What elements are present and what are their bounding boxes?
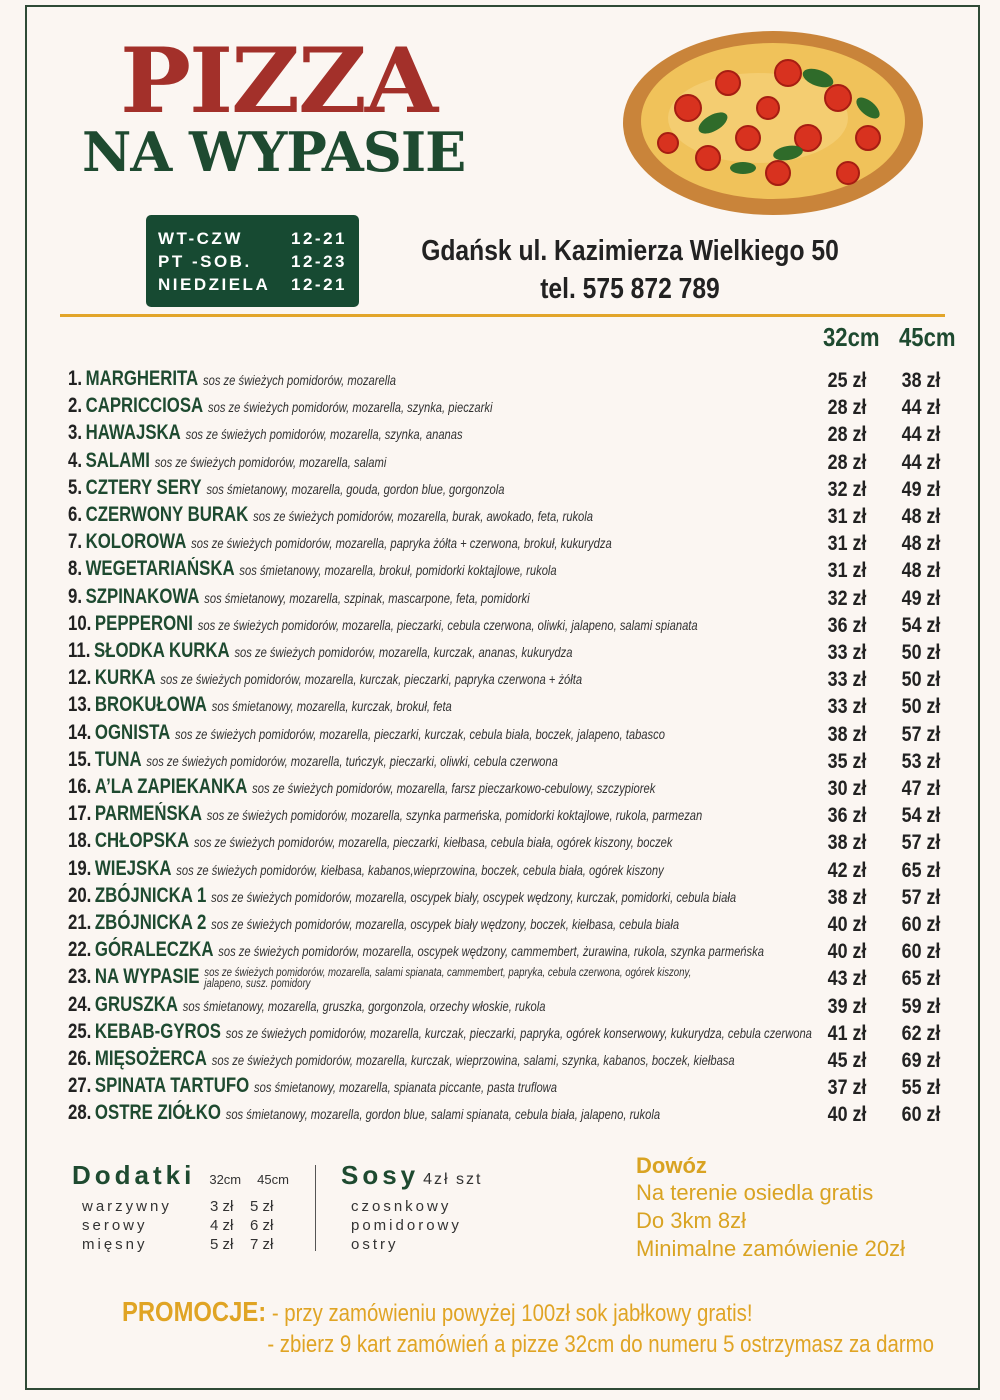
pizza-description: sos śmietanowy, mozarella, gouda, gordon blue, gorgonzola [206, 480, 505, 497]
pizza-description: sos ze świeżych pomidorów, kiełbasa, kabanos,wieprzowina, boczek, cebula biała, ogórek kiszony [176, 861, 664, 878]
price-45: 48 zł [901, 532, 941, 556]
pizza-description: sos ze świeżych pomidorów, mozarella, salami [154, 453, 387, 470]
extras-title: Dodatki [72, 1160, 196, 1190]
pizza-name: SŁODKA KURKA [94, 639, 230, 662]
price-32: 43 zł [827, 967, 867, 991]
menu-item [68, 585, 968, 612]
pizza-number: 16. [68, 775, 92, 798]
extra-price-45: 6 zł [250, 1217, 274, 1234]
pizza-name: ZBÓJNICKA 2 [94, 911, 207, 934]
pizza-description: sos ze świeżych pomidorów, mozarella, kurczak, pieczarki, papryka czerwona + żółta [160, 671, 583, 688]
opening-hours [146, 215, 359, 307]
hours-time: 12-23 [291, 252, 347, 271]
menu-item [68, 503, 968, 530]
pizza-description: sos śmietanowy, mozarella, gruszka, gorgonzola, orzechy włoskie, rukola [182, 997, 546, 1014]
pizza-name: PARMEŃSKA [94, 802, 202, 826]
menu-item [68, 1020, 968, 1047]
pizza-name: KOLOROWA [85, 530, 187, 554]
size-header-32: 32cm [822, 322, 880, 352]
pizza-description: sos ze świeżych pomidorów, mozarella, oscypek biały wędzony, boczek, kiełbasa, cebula biała [211, 916, 680, 932]
price-32: 35 zł [827, 749, 867, 773]
price-32: 28 zł [827, 396, 867, 420]
menu-item [68, 775, 968, 802]
pizza-number: 6. [68, 503, 83, 526]
pizza-number: 28. [68, 1101, 92, 1125]
pizza-name: MARGHERITA [85, 367, 199, 390]
pizza-number: 18. [68, 829, 92, 853]
price-32: 25 zł [827, 369, 867, 392]
extras-size-32: 32cm [209, 1172, 242, 1187]
pizza-number: 26. [68, 1047, 92, 1070]
pizza-name: GÓRALECZKA [94, 938, 214, 962]
pizza-name: A’LA ZAPIEKANKA [94, 775, 248, 798]
menu-item [68, 421, 968, 448]
pizza-description: sos śmietanowy, mozarella, szpinak, mascarpone, feta, pomidorki [204, 589, 530, 606]
address: Gdańsk ul. Kazimierza Wielkiego 50 [421, 235, 839, 267]
pizza-description: sos ze świeżych pomidorów, mozarella, szynka, pieczarki [207, 399, 493, 416]
price-32: 33 zł [827, 668, 867, 692]
price-32: 36 zł [827, 804, 867, 828]
delivery-title: Dowóz [636, 1153, 707, 1178]
menu-item [68, 857, 968, 884]
pizza-name: PEPPERONI [94, 611, 193, 635]
pizza-name: CZERWONY BURAK [85, 503, 249, 526]
menu-item [68, 721, 968, 748]
price-45: 69 zł [901, 1049, 941, 1072]
price-32: 33 zł [827, 695, 867, 719]
delivery-line: Na terenie osiedla gratis [636, 1180, 874, 1205]
price-32: 42 zł [827, 858, 867, 882]
promo-line: - przy zamówieniu powyżej 100zł sok jabłkowy gratis! [271, 1300, 753, 1327]
price-45: 47 zł [901, 777, 941, 800]
pizza-description: sos ze świeżych pomidorów, mozarella, salami spianata, cammembert, papryka, cebula czerwona, ogórek kiszony, jalapeno, susz. pomidory [204, 965, 692, 991]
price-45: 44 zł [901, 450, 941, 474]
menu-item [68, 884, 968, 911]
pizza-name: CAPRICCIOSA [85, 394, 204, 418]
price-45: 49 zł [901, 477, 941, 501]
extra-name: serowy [82, 1217, 148, 1234]
menu-item [68, 1101, 968, 1128]
extra-price-45: 5 zł [250, 1198, 274, 1215]
price-45: 49 zł [901, 586, 941, 610]
menu-item [68, 449, 968, 476]
extras-section [72, 1160, 289, 1254]
extra-item [82, 1235, 289, 1254]
menu-item [68, 829, 968, 856]
pizza-number: 1. [68, 367, 83, 390]
pizza-name: OSTRE ZIÓŁKO [94, 1101, 221, 1125]
pizza-description: sos ze świeżych pomidorów, mozarella [202, 372, 396, 388]
menu-item [68, 530, 968, 557]
price-45: 53 zł [901, 749, 941, 773]
divider [60, 314, 945, 317]
price-45: 54 zł [901, 804, 941, 828]
pizza-description: sos ze świeżych pomidorów, mozarella, burak, awokado, feta, rukola [253, 508, 593, 524]
price-32: 28 zł [827, 450, 867, 474]
pizza-description: sos ze świeżych pomidorów, mozarella, pieczarki, kiełbasa, cebula biała, ogórek kiszony, boczek [194, 834, 673, 851]
pizza-name: SZPINAKOWA [85, 584, 200, 608]
menu-item [68, 911, 968, 938]
pizza-number: 7. [68, 530, 83, 554]
delivery-section [636, 1153, 905, 1263]
hours-time: 12-21 [291, 275, 347, 294]
price-32: 32 zł [827, 586, 867, 610]
pizza-number: 17. [68, 802, 92, 826]
menu-item [68, 1074, 968, 1101]
menu-item [68, 557, 968, 584]
price-45: 65 zł [901, 858, 941, 882]
extra-item [82, 1197, 289, 1216]
pizza-number: 4. [68, 448, 83, 472]
sauce-item: pomidorowy [351, 1217, 462, 1234]
price-45: 44 zł [901, 396, 941, 420]
price-32: 33 zł [827, 641, 867, 664]
price-32: 38 zł [827, 831, 867, 855]
pizza-description: sos ze świeżych pomidorów, mozarella, oscypek wędzony, cammembert, żurawina, rukola, szynka parmeńska [218, 943, 764, 960]
pizza-name: NA WYPASIE [94, 965, 200, 989]
pizza-description: sos ze świeżych pomidorów, mozarella, oscypek biały, oscypek wędzony, kurczak, pomidorki, cebula biała [211, 888, 737, 905]
size-header-45: 45cm [898, 322, 956, 352]
promo-label: PROMOCJE: [122, 1296, 267, 1327]
price-45: 48 zł [901, 559, 941, 583]
price-32: 39 zł [827, 994, 867, 1018]
pizza-number: 8. [68, 557, 83, 581]
price-45: 57 zł [901, 885, 941, 909]
pizza-number: 24. [68, 992, 92, 1016]
price-32: 31 zł [827, 559, 867, 583]
phone: tel. 575 872 789 [540, 273, 720, 305]
pizza-number: 11. [68, 639, 91, 662]
pizza-number: 22. [68, 938, 92, 962]
price-45: 48 zł [901, 505, 941, 528]
pizza-number: 27. [68, 1074, 92, 1098]
menu-item [68, 639, 968, 666]
pizza-number: 23. [68, 965, 92, 989]
pizza-description: sos ze świeżych pomidorów, mozarella, tuńczyk, pieczarki, oliwki, cebula czerwona [146, 752, 558, 769]
pizza-number: 20. [68, 883, 92, 907]
pizza-name: GRUSZKA [94, 992, 178, 1016]
price-32: 30 zł [827, 777, 867, 800]
pizza-name: WIEJSKA [94, 856, 172, 880]
hours-days: WT-CZW [158, 229, 243, 248]
pizza-name: KURKA [94, 666, 156, 690]
price-45: 54 zł [901, 613, 941, 637]
price-45: 60 zł [901, 1103, 941, 1127]
menu-item [68, 748, 968, 775]
menu-item [68, 476, 968, 503]
menu-item [68, 938, 968, 965]
title-na-wypasie: NA WYPASIE [82, 120, 466, 184]
price-45: 38 zł [901, 369, 941, 392]
price-45: 50 zł [901, 641, 941, 664]
extra-price-45: 7 zł [250, 1236, 274, 1253]
pizza-description: sos ze świeżych pomidorów, mozarella, farsz pieczarkowo-cebulowy, szczypiorek [252, 780, 656, 796]
price-32: 38 zł [827, 722, 867, 746]
pizza-name: SALAMI [85, 448, 150, 472]
contact [418, 232, 843, 308]
pizza-description: sos śmietanowy, mozarella, kurczak, brokuł, feta [211, 698, 452, 715]
pizza-number: 5. [68, 475, 83, 499]
hours-days: NIEDZIELA [158, 275, 271, 294]
price-45: 62 zł [901, 1021, 941, 1045]
hours-row [158, 250, 347, 273]
extra-price-32: 3 zł [210, 1198, 234, 1215]
pizza-name: BROKUŁOWA [94, 693, 207, 717]
pizza-number: 10. [68, 611, 92, 635]
price-32: 41 zł [827, 1021, 867, 1045]
pizza-description: sos ze świeżych pomidorów, mozarella, pieczarki, cebula czerwona, oliwki, jalapeno, salami spianata [197, 616, 698, 633]
price-32: 28 zł [827, 423, 867, 447]
pizza-description: sos śmietanowy, mozarella, spianata piccante, pasta truflowa [254, 1079, 557, 1096]
price-32: 40 zł [827, 913, 867, 936]
price-45: 55 zł [901, 1076, 941, 1100]
delivery-line: Minimalne zamówienie 20zł [636, 1236, 906, 1261]
delivery-line: Do 3km 8zł [636, 1208, 747, 1233]
section-divider [315, 1165, 316, 1251]
pizza-description: sos śmietanowy, mozarella, brokuł, pomidorki koktajlowe, rukola [239, 562, 557, 579]
price-45: 57 zł [901, 722, 941, 746]
price-45: 60 zł [901, 940, 941, 964]
price-45: 57 zł [901, 831, 941, 855]
sauces-price: 4zł szt [423, 1171, 483, 1188]
pizza-number: 9. [68, 584, 83, 608]
price-32: 36 zł [827, 613, 867, 637]
pizza-description: sos ze świeżych pomidorów, mozarella, kurczak, wieprzowina, salami, szynka, kabanos, boczek, kiełbasa [211, 1052, 735, 1068]
pizza-description: sos ze świeżych pomidorów, mozarella, pieczarki, kurczak, cebula biała, boczek, jalapeno, tabasco [175, 725, 665, 742]
extra-price-32: 4 zł [210, 1217, 234, 1234]
menu-item [68, 993, 968, 1020]
pizza-name: KEBAB-GYROS [94, 1019, 221, 1043]
price-32: 37 zł [827, 1076, 867, 1100]
price-32: 45 zł [827, 1049, 867, 1072]
title-pizza: PIZZA [120, 28, 437, 134]
price-45: 65 zł [901, 967, 941, 991]
price-45: 50 zł [901, 668, 941, 692]
pizza-number: 21. [68, 911, 92, 934]
promo-line: - zbierz 9 kart zamówień a pizze 32cm do numeru 5 ostrzymasz za darmo [267, 1331, 935, 1358]
pizza-number: 19. [68, 856, 92, 880]
sauce-item: ostry [351, 1236, 399, 1253]
pizza-number: 3. [68, 421, 83, 445]
menu-item [68, 802, 968, 829]
menu-item [68, 394, 968, 421]
pizza-description: sos śmietanowy, mozarella, gordon blue, salami spianata, cebula biała, jalapeno, rukola [225, 1106, 661, 1123]
menu-item [68, 612, 968, 639]
price-32: 31 zł [827, 532, 867, 556]
pizza-name: HAWAJSKA [85, 421, 181, 445]
pizza-name: OGNISTA [94, 720, 171, 744]
hours-days: PT -SOB. [158, 252, 252, 271]
extra-price-32: 5 zł [210, 1236, 234, 1253]
menu-item [68, 965, 968, 992]
pizza-image [618, 28, 928, 218]
extras-size-45: 45cm [257, 1172, 289, 1187]
pizza-number: 15. [68, 747, 92, 771]
price-32: 38 zł [827, 885, 867, 909]
pizza-name: WEGETARIAŃSKA [85, 557, 235, 581]
price-45: 50 zł [901, 695, 941, 719]
menu-item [68, 1047, 968, 1074]
extra-name: mięsny [82, 1236, 148, 1253]
price-32: 40 zł [827, 940, 867, 964]
extra-name: warzywny [82, 1198, 172, 1215]
price-32: 32 zł [827, 477, 867, 501]
hours-row [158, 273, 347, 296]
pizza-description: sos ze świeżych pomidorów, mozarella, kurczak, ananas, kukurydza [234, 644, 573, 660]
pizza-number: 2. [68, 394, 83, 418]
pizza-description: sos ze świeżych pomidorów, mozarella, szynka, ananas [185, 426, 463, 443]
pizza-name: MIĘSOŻERCA [94, 1047, 207, 1070]
hours-row [158, 227, 347, 250]
menu-item [68, 693, 968, 720]
pizza-number: 25. [68, 1019, 92, 1043]
menu-item [68, 367, 968, 394]
pizza-description: sos ze świeżych pomidorów, mozarella, kurczak, pieczarki, papryka, ogórek konserwowy, kukurydza, cebula czerwona [225, 1024, 812, 1041]
promotions [122, 1296, 934, 1360]
price-45: 59 zł [901, 994, 941, 1018]
price-45: 44 zł [901, 423, 941, 447]
pizza-name: ZBÓJNICKA 1 [94, 883, 207, 907]
menu-item [68, 666, 968, 693]
sauces-title: Sosy [341, 1160, 420, 1190]
price-45: 60 zł [901, 913, 941, 936]
extra-item [82, 1216, 289, 1235]
pizza-name: SPINATA TARTUFO [94, 1074, 250, 1098]
sauces-section [341, 1160, 483, 1254]
pizza-description: sos ze świeżych pomidorów, mozarella, szynka parmeńska, pomidorki koktajlowe, rukola, parmezan [206, 807, 703, 824]
hours-time: 12-21 [291, 229, 347, 248]
pizza-name: CHŁOPSKA [94, 829, 190, 853]
pizza-name: CZTERY SERY [85, 475, 202, 499]
pizza-number: 14. [68, 720, 92, 744]
pizza-description: sos ze świeżych pomidorów, mozarella, papryka żółta + czerwona, brokuł, kukurydza [191, 535, 612, 552]
pizza-number: 13. [68, 693, 92, 717]
price-32: 31 zł [827, 505, 867, 528]
pizza-name: TUNA [94, 747, 142, 771]
pizza-number: 12. [68, 666, 92, 690]
price-32: 40 zł [827, 1103, 867, 1127]
sauce-item: czosnkowy [351, 1198, 452, 1215]
